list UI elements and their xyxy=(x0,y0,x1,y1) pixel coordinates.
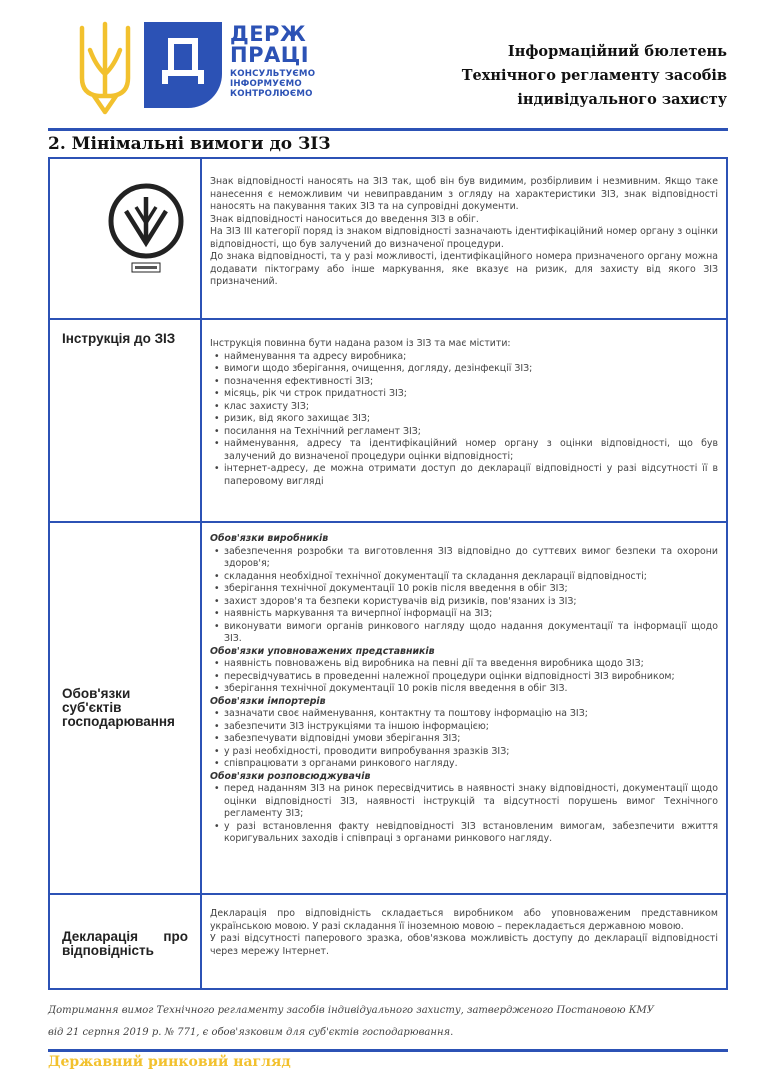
obligations-label-line: суб'єктів xyxy=(62,700,122,715)
list-item: • захист здоров'я та безпеки користувачів від ризиків, пов'язаних із ЗІЗ; xyxy=(210,596,718,609)
bulletin-line: індивідуального захисту xyxy=(517,91,727,108)
group-title: Обов'язки виробників xyxy=(210,533,329,544)
list-item: • забезпечення розробки та виготовлення ЗІЗ відповідно до суттєвих вимог безпеки та охорони здоров'я; xyxy=(210,546,718,571)
list-item: • забезпечити ЗІЗ інструкціями та іншою інформацією; xyxy=(210,721,718,734)
conformity-mark-icon xyxy=(106,181,186,277)
paragraph: Декларація про відповідність складається виробником або уповноваженим представником українською мовою. У разі складання її іноземною мовою – перекладається державною мовою. xyxy=(210,908,718,932)
paragraph: До знака відповідності, та у разі можливості, ідентифікаційного номера призначеного органу можна додавати піктограму або інше маркування, яке вказує на ризик, для захисту від якого ЗІЗ призначений. xyxy=(210,251,718,287)
bottom-divider xyxy=(48,1049,728,1052)
group-title: Обов'язки імпортерів xyxy=(210,695,326,707)
list-item: • перед наданням ЗІЗ на ринок пересвідчитись в наявності знаку відповідності, документації щодо оцінки відповідності ЗІЗ, наявності інструкцій та відсутності порушень вимог Технічного регламенту ЗІЗ; xyxy=(210,783,718,821)
paragraph: На ЗІЗ ІІІ категорії поряд із знаком відповідності зазначають ідентифікаційний номер органу з оцінки відповідності, що був залучений до визначеної процедури. xyxy=(210,226,718,250)
manufacturer-obligations-list xyxy=(210,546,718,646)
paragraph: Знак відповідності наноситься до введення ЗІЗ в обіг. xyxy=(210,213,479,225)
footer-note xyxy=(48,1000,728,1044)
requirements-table xyxy=(48,157,728,990)
group-title: Обов'язки уповноважених представників xyxy=(210,645,435,657)
list-item: • у разі встановлення факту невідповідності ЗІЗ встановленим вимогам, забезпечити вжиття коригувальних заходів і співпраці з органами ринкового нагляду. xyxy=(210,821,718,846)
list-item: • у разі необхідності, проводити випробування зразків ЗІЗ; xyxy=(210,746,718,759)
distributor-obligations-list xyxy=(210,783,718,846)
list-item: • зберігання технічної документації 10 років після введення в обіг ЗІЗ. xyxy=(210,683,718,696)
paragraph: У разі відсутності паперового зразка, обов'язкова можливість доступу до декларації відповідності через мережу Інтернет. xyxy=(210,933,718,957)
bulletin-title xyxy=(462,40,727,112)
declaration-label xyxy=(62,930,188,958)
list-item: • співпрацювати з органами ринкового нагляду. xyxy=(210,758,718,771)
list-item: • найменування та адресу виробника; xyxy=(210,351,718,364)
list-item: • зберігання технічної документації 10 років після введення в обіг ЗІЗ; xyxy=(210,583,718,596)
group-title: Обов'язки розповсюджувачів xyxy=(210,770,371,782)
logo-d-letter-icon xyxy=(158,34,208,90)
bulletin-line: Технічного регламенту засобів xyxy=(461,67,727,84)
logo-tag2: ІНФОРМУЄМО xyxy=(230,79,302,89)
list-item: • клас захисту ЗІЗ; xyxy=(210,401,718,414)
obligations-label-line: Обов'язки xyxy=(62,686,131,701)
declaration-label-line: Декларація про xyxy=(62,929,188,944)
bulletin-line: Інформаційний бюлетень xyxy=(507,43,727,60)
top-divider xyxy=(48,128,728,131)
list-item: • місяць, рік чи строк придатності ЗІЗ; xyxy=(210,388,718,401)
obligations-label-line: господарювання xyxy=(62,714,175,729)
declaration-text xyxy=(210,895,718,988)
logo-badge xyxy=(144,22,222,108)
declaration-label-line: відповідність xyxy=(62,943,154,958)
importer-obligations-list xyxy=(210,708,718,771)
instructions-label: Інструкція до ЗІЗ xyxy=(62,331,176,346)
list-item: • забезпечувати відповідні умови зберігання ЗІЗ; xyxy=(210,733,718,746)
list-item: • найменування, адресу та ідентифікаційний номер органу з оцінки відповідності, що був залучений до визначеної процедури оцінки відповідності; xyxy=(210,438,718,463)
list-item: • ризик, від якого захищає ЗІЗ; xyxy=(210,413,718,426)
table-row-obligations xyxy=(50,521,726,893)
logo-tag1: КОНСУЛЬТУЄМО xyxy=(230,69,316,79)
list-item: • наявність маркування та вичерпної інформації на ЗІЗ; xyxy=(210,608,718,621)
logo-tag3: КОНТРОЛЮЄМО xyxy=(230,89,313,99)
list-item: • позначення ефективності ЗІЗ; xyxy=(210,376,718,389)
list-item: • складання необхідної технічної документації та складання декларації відповідності; xyxy=(210,571,718,584)
table-row-conformity-mark xyxy=(50,159,726,318)
footer-note-line: від 21 серпня 2019 р. № 771, є обов'язковим для суб'єктів господарювання. xyxy=(48,1027,454,1038)
list-item: • наявність повноважень від виробника на певні дії та введення виробника щодо ЗІЗ; xyxy=(210,658,718,671)
logo-line2: ПРАЦІ xyxy=(230,43,310,67)
table-row-declaration xyxy=(50,893,726,988)
list-item: • інтернет-адресу, де можна отримати доступ до декларації відповідності у разі відсутності її в паперовому вигляді xyxy=(210,463,718,488)
footer-brand: Державний ринковий нагляд xyxy=(48,1054,291,1070)
table-row-instructions xyxy=(50,318,726,521)
footer-note-line: Дотримання вимог Технічного регламенту засобів індивідуального захисту, затвердженого Постановою КМУ xyxy=(48,1005,654,1016)
list-item: • вимоги щодо зберігання, очищення, догляду, дезінфекції ЗІЗ; xyxy=(210,363,718,376)
list-item: • зазначати своє найменування, контактну та поштову інформацію на ЗІЗ; xyxy=(210,708,718,721)
list-item: • виконувати вимоги органів ринкового нагляду щодо надання документації та інформації щодо ЗІЗ. xyxy=(210,621,718,646)
obligations-text xyxy=(210,523,718,893)
derzhpraci-logo xyxy=(144,22,332,110)
list-item: • пересвідчуватись в проведенні належної процедури оцінки відповідності ЗІЗ виробником; xyxy=(210,671,718,684)
list-item: • посилання на Технічний регламент ЗІЗ; xyxy=(210,426,718,439)
section-title: 2. Мінімальні вимоги до ЗІЗ xyxy=(48,134,331,154)
paragraph: Знак відповідності наносять на ЗІЗ так, щоб він був видимим, розбірливим і незмивним. Якщо таке нанесення є неможливим чи невиправданим з огляду на характеристики ЗІЗ, знак відповідності наносять на пакування таких ЗІЗ та на супровідні документи. xyxy=(210,176,718,212)
ukraine-trident-emblem xyxy=(76,20,134,118)
conformity-mark-cell xyxy=(50,159,200,318)
representative-obligations-list xyxy=(210,658,718,696)
logo-line1: ДЕРЖ xyxy=(230,22,307,46)
instructions-text xyxy=(210,320,718,521)
instructions-list xyxy=(210,351,718,489)
instructions-intro: Інструкція повинна бути надана разом із ЗІЗ та має містити: xyxy=(210,338,511,349)
conformity-mark-text xyxy=(210,159,718,318)
obligations-label xyxy=(62,687,175,729)
logo-text xyxy=(230,24,315,99)
